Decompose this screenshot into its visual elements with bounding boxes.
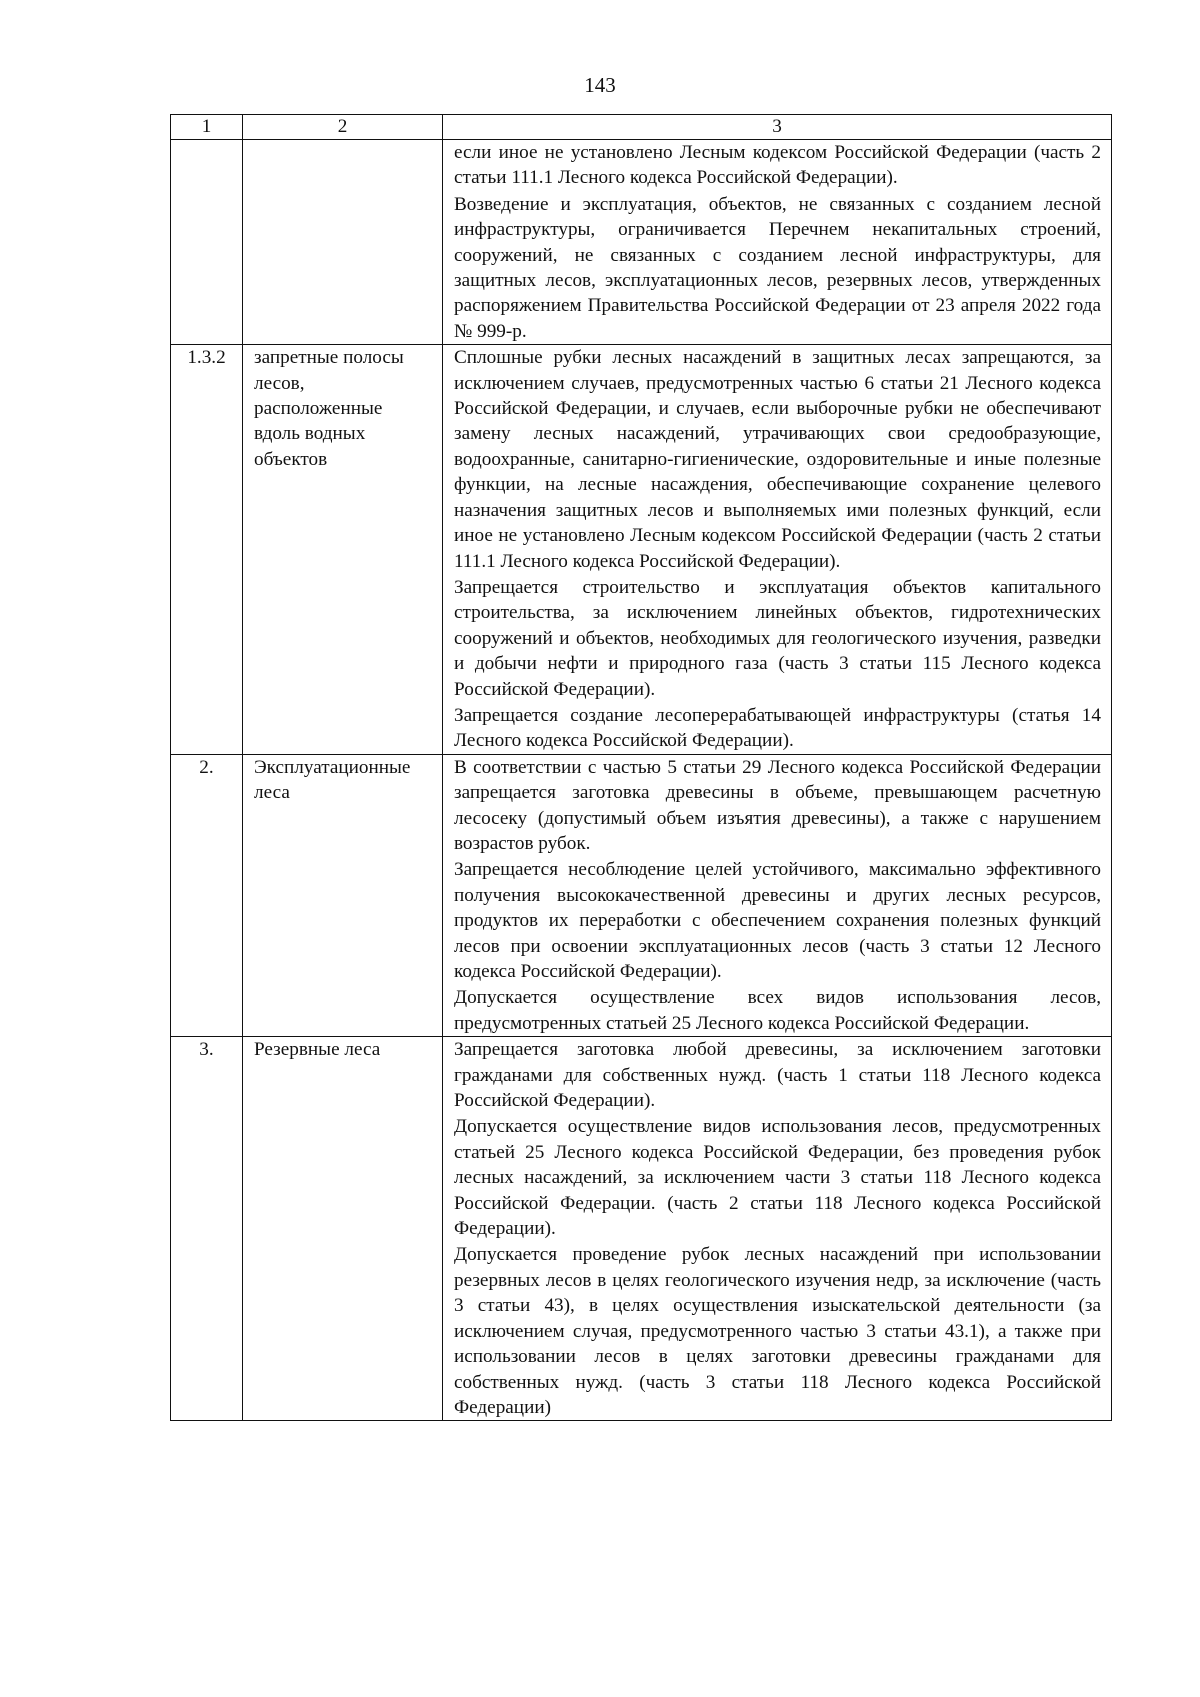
regulation-text [443, 754, 1112, 1036]
regulation-paragraph: Допускается осуществление видов использования лесов, предусмотренных статьей 25 Лесного кодекса Российской Федерации, без проведения рубок лесных насаждений, за исключением части 3 статьи 118 Лесного кодекса Российской Федерации. (часть 2 статьи 118 Лесного кодекса Российской Федерации). [454, 1116, 1101, 1240]
table-row [171, 1037, 1112, 1421]
forest-category: запретные полосы лесов, расположенные вдоль водных объектов [243, 345, 443, 755]
regulation-paragraph: Запрещается строительство и эксплуатация объектов капитального строительства, за исключением линейных объектов, гидротехнических сооружений и объектов, необходимых для геологического изучения, разведки и добычи нефти и природного газа (часть 3 статьи 115 Лесного кодекса Российской Федерации). [454, 576, 1101, 700]
forest-category [243, 140, 443, 345]
row-number: 2. [171, 754, 243, 1036]
column-number-2: 2 [243, 115, 443, 140]
regulation-paragraph: Сплошные рубки лесных насаждений в защитных лесах запрещаются, за исключением случаев, предусмотренных частью 6 статьи 21 Лесного кодекса Российской Федерации, и случаев, если выборочные рубки не обеспечивают замену лесных насаждений, утрачивающих свои средообразующие, водоохранные, санитарно-гигиенические, оздоровительные и иные полезные функции, на лесные насаждения, обеспечивающие сохранение целевого назначения защитных лесов и выполняемых ими полезных функций, если иное не установлено Лесным кодексом Российской Федерации (часть 2 статьи 111.1 Лесного кодекса Российской Федерации). [454, 347, 1101, 572]
document-table [170, 114, 1112, 1421]
row-number [171, 140, 243, 345]
regulation-paragraph: Допускается проведение рубок лесных насаждений при использовании резервных лесов в целях геологического изучения недр, за исключение (часть 3 статьи 43), в целях осуществления изыскательской деятельности (за исключением случая, предусмотренного частью 3 статьи 43.1), а также при использовании лесов в целях заготовки древесины гражданами для собственных нужд. (часть 3 статьи 118 Лесного кодекса Российской Федерации) [454, 1244, 1101, 1418]
regulation-paragraph: если иное не установлено Лесным кодексом Российской Федерации (часть 2 статьи 111.1 Лесного кодекса Российской Федерации). [454, 142, 1101, 189]
table-row [171, 345, 1112, 755]
table-row [171, 140, 1112, 345]
forest-category: Резервные леса [243, 1037, 443, 1421]
regulation-paragraph: Возведение и эксплуатация, объектов, не связанных с созданием лесной инфраструктуры, ограничивается Перечнем некапитальных строений, сооружений, не связанных с созданием лесной инфраструктуры, для защитных лесов, эксплуатационных лесов, резервных лесов, утвержденных распоряжением Правительства Российской Федерации от 23 апреля 2022 года № 999-р. [454, 193, 1101, 342]
forest-category: Эксплуатационные леса [243, 754, 443, 1036]
regulation-paragraph: Допускается осуществление всех видов использования лесов, предусмотренных статьей 25 Лесного кодекса Российской Федерации. [454, 987, 1101, 1034]
regulation-text [443, 1037, 1112, 1421]
regulation-text [443, 345, 1112, 755]
table-row [171, 754, 1112, 1036]
page-number: 143 [584, 73, 616, 97]
row-number: 1.3.2 [171, 345, 243, 755]
regulation-paragraph: Запрещается создание лесоперерабатывающей инфраструктуры (статья 14 Лесного кодекса Российской Федерации). [454, 704, 1101, 752]
row-number: 3. [171, 1037, 243, 1421]
regulation-paragraph: В соответствии с частью 5 статьи 29 Лесного кодекса Российской Федерации запрещается заготовка древесины в объеме, превышающем расчетную лесосеку (допустимый объем изъятия древесины), а также с нарушением возрастов рубок. [454, 756, 1101, 854]
column-number-1: 1 [171, 115, 243, 140]
regulation-paragraph: Запрещается заготовка любой древесины, за исключением заготовки гражданами для собственных нужд. (часть 1 статьи 118 Лесного кодекса Российской Федерации). [454, 1039, 1101, 1112]
column-number-3: 3 [443, 115, 1112, 140]
regulation-paragraph: Запрещается несоблюдение целей устойчивого, максимально эффективного получения высококачественной древесины и других лесных ресурсов, продуктов их переработки с обеспечением сохранения полезных функций лесов при освоении эксплуатационных лесов (часть 3 статьи 12 Лесного кодекса Российской Федерации). [454, 859, 1101, 982]
table-header-row [171, 115, 1112, 140]
regulation-text [443, 140, 1112, 345]
